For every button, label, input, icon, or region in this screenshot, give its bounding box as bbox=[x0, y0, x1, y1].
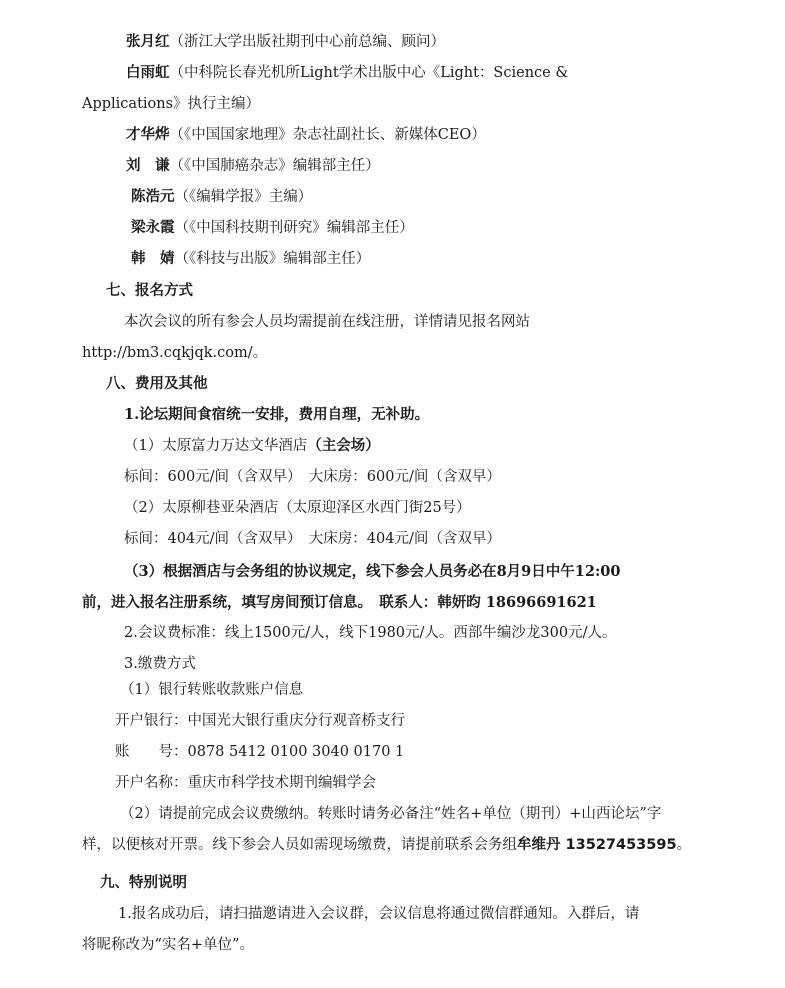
hotel-1-name: （1）太原富力万达文华酒店 bbox=[124, 438, 308, 454]
hotel-2: （2）太原柳巷亚朵酒店（太原迎泽区水西门街25号） bbox=[124, 500, 471, 516]
remittance-note-text: 样，以便核对开票。线下参会人员如需现场缴费，请提前联系会务组 bbox=[82, 837, 517, 853]
committee-name: 梁永霞 bbox=[131, 219, 175, 236]
onsite-contact: 牟维丹 13527453595 bbox=[517, 837, 677, 853]
committee-name: 韩 婧 bbox=[131, 250, 175, 267]
section-9-heading: 九、特别说明 bbox=[100, 874, 187, 891]
account-name: 开户名称：重庆市科学技术期刊编辑学会 bbox=[115, 775, 376, 791]
committee-line-2 bbox=[126, 64, 568, 82]
committee-role: （《中国科技期刊研究》编辑部主任） bbox=[174, 220, 414, 236]
committee-line-3 bbox=[126, 126, 486, 144]
committee-role: （《中国肺癌杂志》编辑部主任） bbox=[169, 158, 380, 174]
hotel-1-price: 标间：600元/间（含双早） 大床房：600元/间（含双早） bbox=[124, 469, 501, 485]
section-9-text-line-1: 1.报名成功后，请扫描邀请进入会议群，会议信息将通过微信群通知。入群后，请 bbox=[118, 906, 640, 922]
bank-transfer-title: （1）银行转账收款账户信息 bbox=[120, 682, 304, 698]
booking-note-line-1: （3）根据酒店与会务组的协议规定，线下参会人员务必在8月9日中午12:00 bbox=[124, 563, 621, 580]
section-7-heading: 七、报名方式 bbox=[106, 282, 193, 299]
committee-line-5 bbox=[131, 188, 312, 206]
account-number: 账 号：0878 5412 0100 3040 0170 1 bbox=[115, 744, 405, 760]
remittance-note-line-1: （2）请提前完成会议费缴纳。转账时请务必备注“姓名+单位（期刊）+山西论坛”字 bbox=[120, 806, 662, 822]
booking-note-line-2: 前，进入报名注册系统，填写房间预订信息。 联系人：韩妍昀 18696691621 bbox=[82, 594, 597, 611]
committee-role: （浙江大学出版社期刊中心前总编、顾问） bbox=[169, 34, 445, 50]
main-venue-tag: （主会场） bbox=[307, 437, 380, 454]
section-8-heading: 八、费用及其他 bbox=[106, 375, 208, 392]
committee-line-7 bbox=[131, 250, 370, 268]
hotel-1 bbox=[124, 437, 380, 455]
committee-role: （《中国国家地理》杂志社副社长、新媒体CEO） bbox=[169, 127, 486, 143]
committee-name: 才华烨 bbox=[126, 126, 170, 143]
registration-url: http://bm3.cqkjqk.com/。 bbox=[82, 345, 268, 361]
committee-line-6 bbox=[131, 219, 414, 237]
payment-method-title: 3.缴费方式 bbox=[124, 656, 196, 672]
committee-role: （《科技与出版》编辑部主任） bbox=[174, 251, 371, 267]
committee-name: 张月红 bbox=[126, 33, 170, 50]
remittance-note-line-2 bbox=[82, 836, 691, 854]
conference-fee: 2.会议费标准：线上1500元/人，线下1980元/人。西部牛编沙龙300元/人。 bbox=[124, 625, 617, 641]
section-9-text-line-2: 将昵称改为“实名+单位”。 bbox=[82, 937, 254, 953]
committee-line-4 bbox=[126, 157, 380, 175]
committee-role: （中科院长春光机所Light学术出版中心《Light：Science & bbox=[169, 65, 569, 81]
hotel-2-price: 标间：404元/间（含双早） 大床房：404元/间（含双早） bbox=[124, 531, 501, 547]
committee-line-2-cont: Applications》执行主编） bbox=[82, 96, 261, 112]
committee-name: 陈浩元 bbox=[131, 188, 175, 205]
committee-name: 白雨虹 bbox=[126, 64, 170, 81]
remittance-note-end: 。 bbox=[676, 837, 692, 853]
committee-name: 刘 谦 bbox=[126, 157, 170, 174]
committee-line-1 bbox=[126, 33, 445, 51]
bank-name: 开户银行：中国光大银行重庆分行观音桥支行 bbox=[115, 713, 405, 729]
committee-role: （《编辑学报》主编） bbox=[174, 189, 313, 205]
meals-lodging-note: 1.论坛期间食宿统一安排，费用自理，无补助。 bbox=[124, 406, 430, 423]
section-7-text: 本次会议的所有参会人员均需提前在线注册，详情请见报名网站 bbox=[124, 314, 530, 330]
